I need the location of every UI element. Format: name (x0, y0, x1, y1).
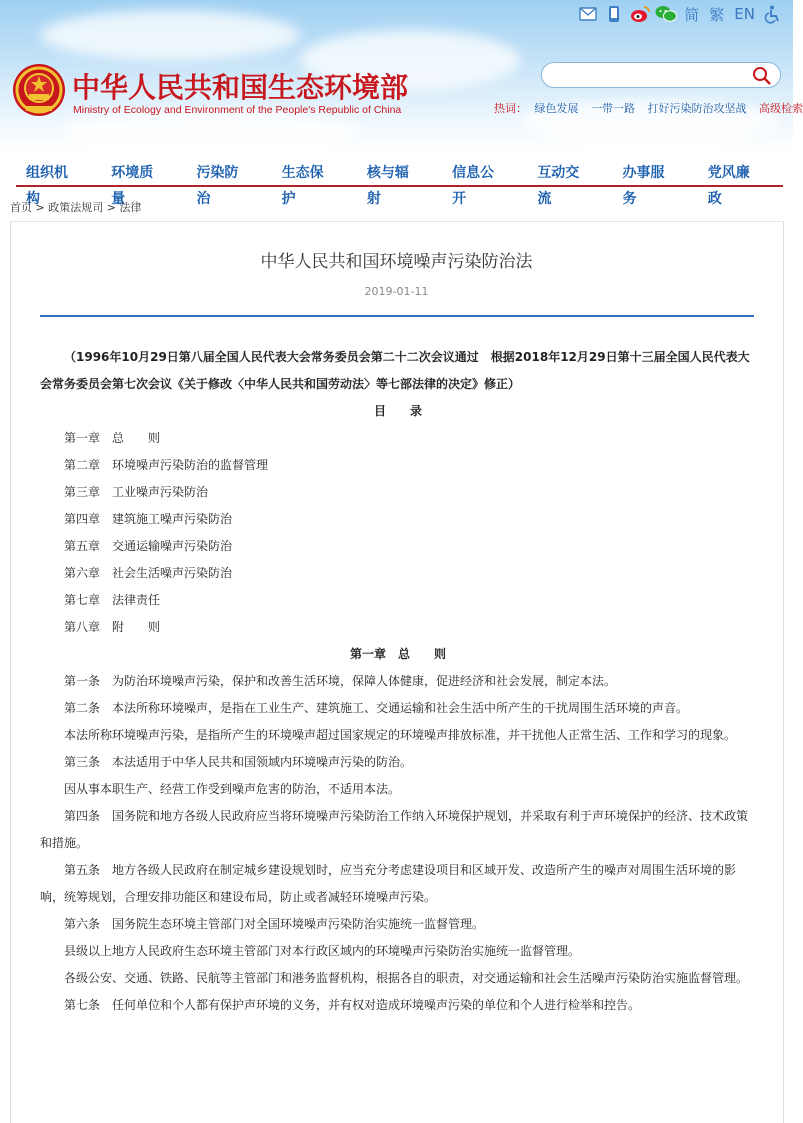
breadcrumb-separator: > (35, 201, 49, 214)
article-body (40, 344, 756, 1019)
article-date: 2019-01-11 (364, 285, 429, 298)
article-paragraph: 第七条 任何单位和个人都有保护声环境的义务，并有权对造成环境噪声污染的单位和个人进行检举和控告。 (64, 998, 641, 1012)
mail-icon[interactable] (578, 4, 598, 24)
hotwords-label: 热词： (494, 102, 527, 115)
breadcrumb-separator: > (106, 201, 120, 214)
top-toolbar (578, 4, 783, 24)
chapter-heading: 第一章 总 则 (349, 647, 446, 661)
article-paragraph: 各级公安、交通、铁路、民航等主管部门和港务监督机构，根据各自的职责，对交通运输和社会生活噪声污染防治实施监督管理。 (64, 971, 749, 985)
toc-item[interactable]: 第三章 工业噪声污染防治 (64, 485, 209, 499)
breadcrumb-policy-dept[interactable]: 政策法规司 (48, 201, 104, 214)
nav-item-interaction[interactable]: 互动交流 (537, 165, 580, 207)
nav-item-organization[interactable]: 组织机构 (26, 165, 68, 207)
article-title: 中华人民共和国环境噪声污染防治法 (260, 252, 533, 272)
simplified-link[interactable]: 简 (684, 5, 700, 24)
nav-item-environment-quality[interactable]: 环境质量 (111, 165, 154, 207)
breadcrumb (10, 199, 141, 215)
english-link[interactable]: EN (734, 5, 755, 23)
article-paragraph: 县级以上地方人民政府生态环境主管部门对本行政区域内的环境噪声污染防治实施统一监督管理。 (64, 944, 581, 958)
hotword-link[interactable]: 一带一路 (591, 102, 635, 115)
mobile-icon[interactable] (604, 4, 624, 24)
main-nav (0, 160, 793, 207)
nav-item-pollution-control[interactable]: 污染防治 (196, 165, 239, 207)
accessibility-icon[interactable] (763, 4, 783, 24)
nav-divider (16, 185, 783, 187)
title-divider (40, 315, 754, 317)
national-emblem-icon (12, 62, 66, 118)
site-header (0, 0, 803, 150)
article-paragraph: 因从事本职生产、经营工作受到噪声危害的防治，不适用本法。 (64, 782, 401, 796)
nav-item-information-disclosure[interactable]: 信息公开 (452, 165, 495, 207)
article-paragraph: 本法所称环境噪声污染，是指所产生的环境噪声超过国家规定的环境噪声排放标准，并干扰他人正常生活、工作和学习的现象。 (64, 728, 737, 742)
wechat-icon[interactable] (656, 4, 676, 24)
breadcrumb-home[interactable]: 首页 (10, 201, 32, 214)
toc-heading: 目 录 (373, 404, 422, 418)
hotword-link[interactable]: 绿色发展 (534, 102, 579, 115)
article-paragraph: 第四条 国务院和地方各级人民政府应当将环境噪声污染防治工作纳入环境保护规划，并采取有利于声环境保护的经济、技术政策和措施。 (40, 809, 749, 850)
toc-item[interactable]: 第五章 交通运输噪声污染防治 (64, 539, 233, 553)
weibo-icon[interactable] (630, 4, 650, 24)
article-paragraph: 第二条 本法所称环境噪声，是指在工业生产、建筑施工、交通运输和社会生活中所产生的干扰周围生活环境的声音。 (64, 701, 689, 715)
preamble: （1996年10月29日第八届全国人民代表大会常务委员会第二十二次会议通过 根据2018年12月29日第十三届全国人民代表大会常务委员会第七次会议《关于修改〈中华人民共和国劳动法〉等七部法律的决定》修正） (40, 350, 750, 391)
site-title[interactable]: 中华人民共和国生态环境部 (72, 71, 409, 104)
site-title-english: Ministry of Ecology and Environment of the People's Republic of China (73, 104, 402, 116)
search-box[interactable] (541, 62, 781, 88)
toc-item[interactable]: 第二章 环境噪声污染防治的监督管理 (64, 458, 269, 472)
article-paragraph: 第三条 本法适用于中华人民共和国领域内环境噪声污染的防治。 (64, 755, 413, 769)
article-paragraph: 第一条 为防治环境噪声污染，保护和改善生活环境，保障人体健康，促进经济和社会发展，制定本法。 (64, 674, 617, 688)
traditional-link[interactable]: 繁 (709, 5, 725, 24)
toc-item[interactable]: 第七章 法律责任 (64, 593, 161, 607)
search-icon[interactable] (752, 66, 772, 86)
nav-item-nuclear-radiation[interactable]: 核与辐射 (366, 165, 409, 207)
hotword-link[interactable]: 打好污染防治攻坚战 (647, 102, 747, 115)
nav-item-integrity[interactable]: 党风廉政 (707, 165, 750, 207)
article-paragraph: 第五条 地方各级人民政府在制定城乡建设规划时，应当充分考虑建设项目和区域开发、改造所产生的噪声对周围生活环境的影响，统筹规划，合理安排功能区和建设布局，防止或者减轻环境噪声污染。 (40, 863, 737, 904)
article-paragraph: 第六条 国务院生态环境主管部门对全国环境噪声污染防治实施统一监督管理。 (64, 917, 485, 931)
breadcrumb-law[interactable]: 法律 (119, 201, 142, 214)
nav-item-services[interactable]: 办事服务 (622, 165, 665, 207)
toc-item[interactable]: 第四章 建筑施工噪声污染防治 (64, 512, 233, 526)
advanced-search-link[interactable]: 高级检索 (759, 102, 803, 115)
nav-item-ecology-protection[interactable]: 生态保护 (281, 165, 324, 207)
toc-item[interactable]: 第八章 附 则 (64, 620, 161, 634)
toc-item[interactable]: 第六章 社会生活噪声污染防治 (64, 566, 233, 580)
toc-item[interactable]: 第一章 总 则 (64, 431, 161, 445)
hotwords-bar (494, 100, 803, 116)
